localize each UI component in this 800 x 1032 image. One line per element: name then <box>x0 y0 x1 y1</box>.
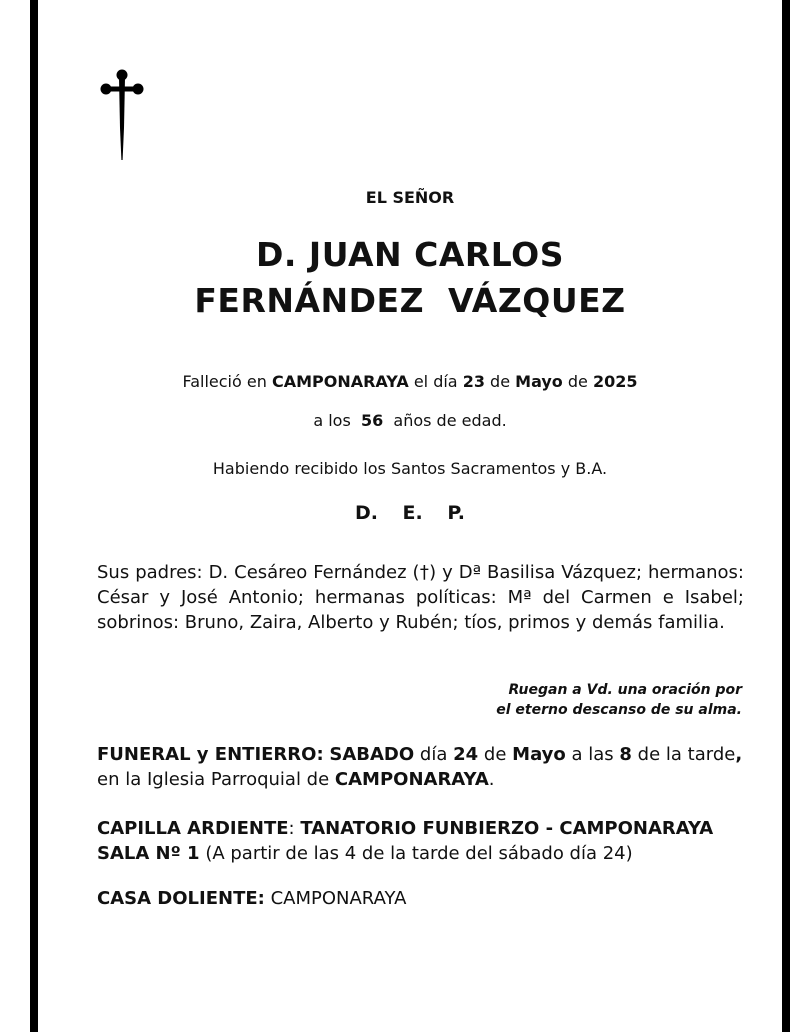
right-border <box>782 0 790 1032</box>
prayer-line-1: Ruegan a Vd. una oración por <box>508 682 742 698</box>
age-line <box>40 411 780 430</box>
prayer-request <box>400 680 742 720</box>
funeral-church-place: CAMPONARAYA <box>334 769 489 790</box>
dep-line: D. E. P. <box>354 502 466 524</box>
chapel-line-2 <box>97 841 747 866</box>
funeral-text-1: día <box>419 744 448 765</box>
honorific: EL SEÑOR <box>365 188 455 207</box>
death-of-2: de <box>567 372 588 391</box>
prayer-line-2: el eterno descanso de su alma. <box>496 702 742 718</box>
chapel-colon: : <box>288 818 295 839</box>
death-place: CAMPONARAYA <box>271 372 409 391</box>
mourning-house <box>97 886 747 911</box>
mourning-house-label: CASA DOLIENTE: <box>97 888 265 909</box>
chapel-info <box>97 816 747 866</box>
age-prefix: a los <box>313 411 351 430</box>
death-of-1: de <box>490 372 511 391</box>
funeral-end: . <box>488 769 495 790</box>
death-year: 2025 <box>592 372 638 391</box>
name-line-2: FERNÁNDEZ VÁZQUEZ <box>194 281 626 320</box>
funeral-text-4: de la tarde <box>637 744 736 765</box>
chapel-room: SALA Nº 1 <box>97 843 200 864</box>
death-prefix: Falleció en <box>182 372 267 391</box>
death-line <box>40 372 780 391</box>
chapel-line-1 <box>97 816 747 841</box>
funeral-comma: , <box>735 744 743 765</box>
family-paragraph: Sus padres: D. Cesáreo Fernández (†) y Dª Basilisa Vázquez; hermanos: César y José Antonio; hermanas políticas: Mª del Carmen e Isabel; sobrinos: Bruno, Zaira, Alberto y Rubén; tíos, primos y demás familia. <box>97 562 744 633</box>
age-suffix: años de edad. <box>393 411 507 430</box>
funeral-weekday: SABADO <box>329 744 415 765</box>
funeral-month: Mayo <box>512 744 566 765</box>
sacraments-line: Habiendo recibido los Santos Sacramentos y B.A. <box>212 459 608 478</box>
death-month: Mayo <box>515 372 563 391</box>
funeral-info <box>97 742 747 792</box>
funeral-text-2: de <box>483 744 507 765</box>
funeral-text-3: a las <box>571 744 614 765</box>
chapel-venue: TANATORIO FUNBIERZO - CAMPONARAYA <box>300 818 714 839</box>
chapel-label: CAPILLA ARDIENTE <box>97 818 289 839</box>
name-line-1: D. JUAN CARLOS <box>256 235 564 274</box>
funeral-label: FUNERAL y ENTIERRO: <box>97 744 324 765</box>
funeral-hour: 8 <box>619 744 632 765</box>
chapel-note: (A partir de las 4 de la tarde del sábado día 24) <box>205 843 633 864</box>
death-day: 23 <box>462 372 485 391</box>
age-years: 56 <box>360 411 384 430</box>
mourning-house-value: CAMPONARAYA <box>270 888 407 909</box>
funeral-text-5: en la Iglesia Parroquial de <box>97 769 330 790</box>
death-mid: el día <box>413 372 458 391</box>
deceased-name <box>40 232 780 324</box>
cross-icon <box>100 68 144 162</box>
funeral-day: 24 <box>453 744 479 765</box>
left-border <box>30 0 38 1032</box>
